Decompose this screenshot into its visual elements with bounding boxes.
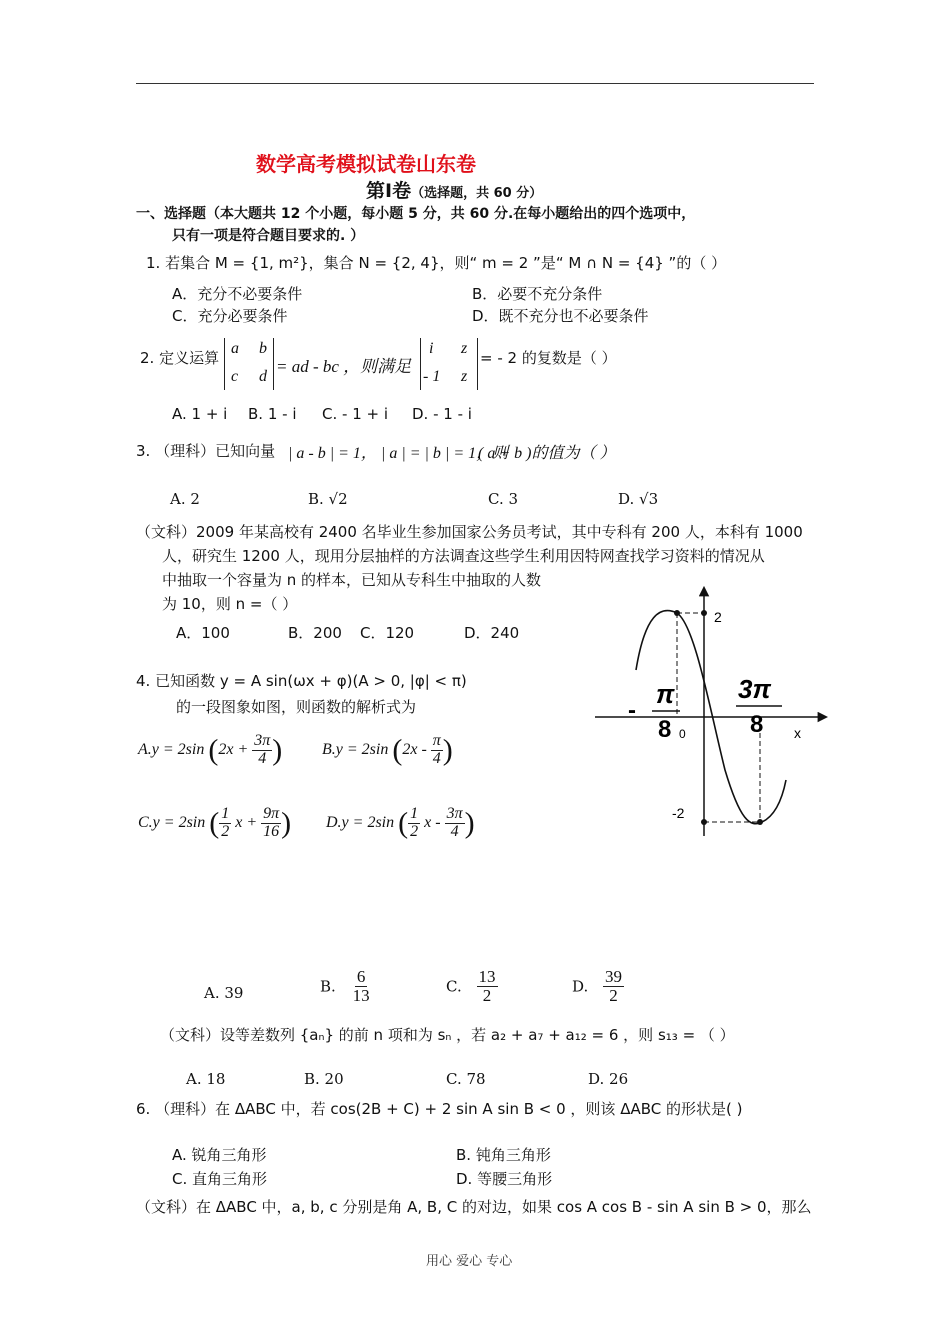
- q6-option-c: C. 直角三角形: [172, 1170, 268, 1188]
- det2-i: i: [429, 340, 434, 357]
- det1-c: c: [231, 368, 239, 385]
- q4-option-a: [138, 733, 282, 768]
- q6-option-a: A. 锐角三角形: [172, 1146, 267, 1164]
- q5-b-fraction: [351, 968, 372, 1005]
- q5w-option-b: B. 20: [304, 1070, 344, 1088]
- paren-open: (: [208, 733, 219, 767]
- header-rule: [136, 83, 814, 84]
- q2-mid: = ad - bc ，则满足: [276, 357, 412, 376]
- q4-d-num: 3π: [446, 805, 463, 822]
- q4-c-den: 16: [263, 822, 280, 840]
- q4-a-num: 3π: [254, 732, 271, 749]
- q4-option-d: [326, 806, 475, 841]
- q3w-option-a: A．100: [176, 624, 230, 642]
- q1-option-b: B．必要不充分条件: [472, 285, 603, 303]
- paren-close: ): [281, 806, 292, 840]
- q5w-option-d: D. 26: [588, 1070, 629, 1088]
- q5-d-pre: D.: [572, 977, 589, 996]
- q4-b-num: π: [432, 732, 441, 749]
- q3-option-d: D. √3: [618, 490, 659, 508]
- q6-option-b: B. 钝角三角形: [456, 1146, 551, 1164]
- q4-d-half: [408, 806, 420, 841]
- q4-c-n1: 1: [221, 805, 230, 822]
- q4-d-den: 4: [450, 822, 459, 840]
- q4-a-fraction: [252, 733, 272, 768]
- paper-title: 数学高考模拟试卷山东卷: [256, 152, 476, 176]
- q5-d-fraction: [603, 968, 624, 1005]
- section-heading: 一、选择题（本大题共 12 个小题，每小题 5 分，共 60 分.在每小题给出的四个选项中，: [136, 206, 696, 222]
- label-left-minus: -: [628, 697, 636, 724]
- q4-c-half: [219, 806, 231, 841]
- q3w-option-c: C．120: [360, 624, 415, 642]
- volume-heading: [366, 176, 542, 203]
- q2-suffix: = - 2 的复数是（ ）: [480, 349, 617, 367]
- q4-a-den: 4: [258, 749, 267, 767]
- q3-prefix: 3. （理科）已知向量: [136, 442, 276, 460]
- det2-z1: z: [461, 340, 468, 357]
- q5-option-b: [320, 968, 372, 1005]
- det2-z2: z: [461, 368, 468, 385]
- q4-a-label: A.y = 2sin: [138, 740, 205, 758]
- label-2: 2: [714, 609, 722, 625]
- det1-b: b: [259, 340, 267, 357]
- q5-d-den: 2: [609, 985, 618, 1005]
- q5-c-fraction: [477, 968, 498, 1005]
- q5-c-num: 13: [478, 967, 496, 986]
- max-point: [674, 610, 680, 616]
- q4-c-mid: x +: [235, 813, 258, 831]
- q4-b-den: 4: [432, 749, 441, 767]
- det2-neg1: - 1: [423, 368, 441, 385]
- label-neg2: -2: [672, 805, 685, 821]
- q1-stem: 1. 若集合 M = {1, m²}，集合 N = {2, 4}，则“ m = 2 ”是“ M ∩ N = {4} ”的（ ）: [146, 254, 727, 272]
- q1-option-c: C．充分必要条件: [172, 307, 288, 325]
- y-mark-2: [701, 610, 707, 616]
- q4-b-label: B.y = 2sin: [322, 740, 389, 758]
- paren-open: (: [209, 806, 220, 840]
- q3w-option-d: D．240: [464, 624, 520, 642]
- q4-c-label: C.y = 2sin: [138, 813, 206, 831]
- q3w-option-b: B．200: [288, 624, 342, 642]
- q5-d-num: 39: [605, 967, 623, 986]
- q4-d-d1: 2: [410, 822, 419, 840]
- q4-c-num: 9π: [263, 805, 280, 822]
- q6-option-d: D. 等腰三角形: [456, 1170, 553, 1188]
- q6-wenke-stem: （文科）在 ΔABC 中，a, b, c 分别是角 A, B, C 的对边，如果 cos A cos B - sin A sin B > 0，那么: [136, 1198, 812, 1216]
- q2-option-b: B. 1 - i: [248, 405, 297, 423]
- q2-prefix: 2. 定义运算: [140, 349, 220, 367]
- q5-c-den: 2: [482, 985, 492, 1005]
- q4-d-n1: 1: [410, 805, 419, 822]
- q3-option-a: A. 2: [170, 490, 200, 508]
- q3-option-c: C. 3: [488, 490, 519, 508]
- q2-option-c: C. - 1 + i: [322, 405, 389, 423]
- q1-option-a: A．充分不必要条件: [172, 285, 303, 303]
- q4-d-fraction: [445, 806, 465, 841]
- label-right-den: 8: [750, 711, 764, 738]
- paren-open: (: [398, 806, 409, 840]
- q3w-line3: 中抽取一个容量为 n 的样本，已知从专科生中抽取的人数: [162, 571, 542, 589]
- q4-a-arg: 2x +: [218, 740, 249, 758]
- paren-open: (: [392, 733, 403, 767]
- q4-option-c: [138, 806, 291, 841]
- q2-option-d: D. - 1 - i: [412, 405, 472, 423]
- q4-c-d1: 2: [221, 822, 230, 840]
- q5-b-num: 6: [356, 967, 366, 986]
- det1-d: d: [259, 368, 267, 385]
- q5w-option-c: C. 78: [446, 1070, 486, 1088]
- y-mark-neg2: [701, 819, 707, 825]
- volume-label: 第Ⅰ卷: [366, 180, 412, 202]
- q4-option-b: [322, 733, 453, 768]
- det1-a: a: [231, 340, 239, 357]
- q3-option-b: B. √2: [308, 490, 348, 508]
- q5-b-den: 13: [352, 985, 370, 1005]
- q3w-line4: 为 10，则 n =（ ）: [162, 595, 298, 613]
- label-left-den: 8: [658, 716, 672, 743]
- q3-suffix: ( a + b )的值为（ ）: [478, 445, 616, 462]
- page-footer: 用心 爱心 专心: [426, 1254, 513, 1269]
- q5-c-pre: C.: [446, 977, 462, 996]
- q5-b-pre: B.: [320, 977, 336, 996]
- q2-determinant-2: [420, 338, 478, 390]
- q4-b-arg: 2x -: [402, 740, 427, 758]
- paren-close: ): [272, 733, 283, 767]
- volume-note: （选择题，共 60 分）: [411, 186, 543, 201]
- label-left-num: π: [656, 679, 675, 709]
- label-x: x: [794, 725, 801, 741]
- q4-stem: 4. 已知函数 y = A sin(ωx + φ)(A > 0, |φ| < π): [136, 672, 467, 690]
- q5-wenke-stem: （文科）设等差数列 {aₙ} 的前 n 项和为 sₙ ，若 a₂ + a₇ + a₁₂ = 6 ，则 s₁₃ = （ ）: [160, 1026, 735, 1044]
- q5-option-a: A. 39: [204, 984, 244, 1002]
- paren-close: ): [464, 806, 475, 840]
- label-right-num: 3π: [738, 674, 771, 704]
- q5-option-c: [446, 968, 498, 1005]
- q4-b-fraction: [431, 733, 443, 768]
- q2-option-a: A. 1 + i: [172, 405, 228, 423]
- paren-close: ): [442, 733, 453, 767]
- q5w-option-a: A. 18: [186, 1070, 226, 1088]
- q4-stem-2: 的一段图象如图，则函数的解析式为: [176, 698, 417, 716]
- q6-stem: 6. （理科）在 ΔABC 中，若 cos(2B + C) + 2 sin A sin B < 0 ，则该 ΔABC 的形状是( ): [136, 1100, 743, 1118]
- q5-option-d: [572, 968, 624, 1005]
- q3w-line2: 人，研究生 1200 人，现用分层抽样的方法调查这些学生利用因特网查找学习资料的情况从: [162, 547, 765, 565]
- min-point: [757, 819, 763, 825]
- sine-graph: [590, 580, 840, 840]
- q4-c-fraction: [261, 806, 281, 841]
- q4-d-label: D.y = 2sin: [326, 813, 395, 831]
- q3-mid: | a - b | = 1， | a | = | b | = 1，则: [288, 445, 509, 462]
- q4-d-mid: x -: [424, 813, 441, 831]
- q3w-line1: （文科）2009 年某高校有 2400 名毕业生参加国家公务员考试，其中专科有 200 人，本科有 1000: [136, 523, 803, 541]
- q1-option-d: D．既不充分也不必要条件: [472, 307, 649, 325]
- section-heading-2: 只有一项是符合题目要求的. ）: [172, 228, 365, 244]
- label-origin: 0: [679, 727, 686, 741]
- q2-determinant-1: [224, 338, 274, 390]
